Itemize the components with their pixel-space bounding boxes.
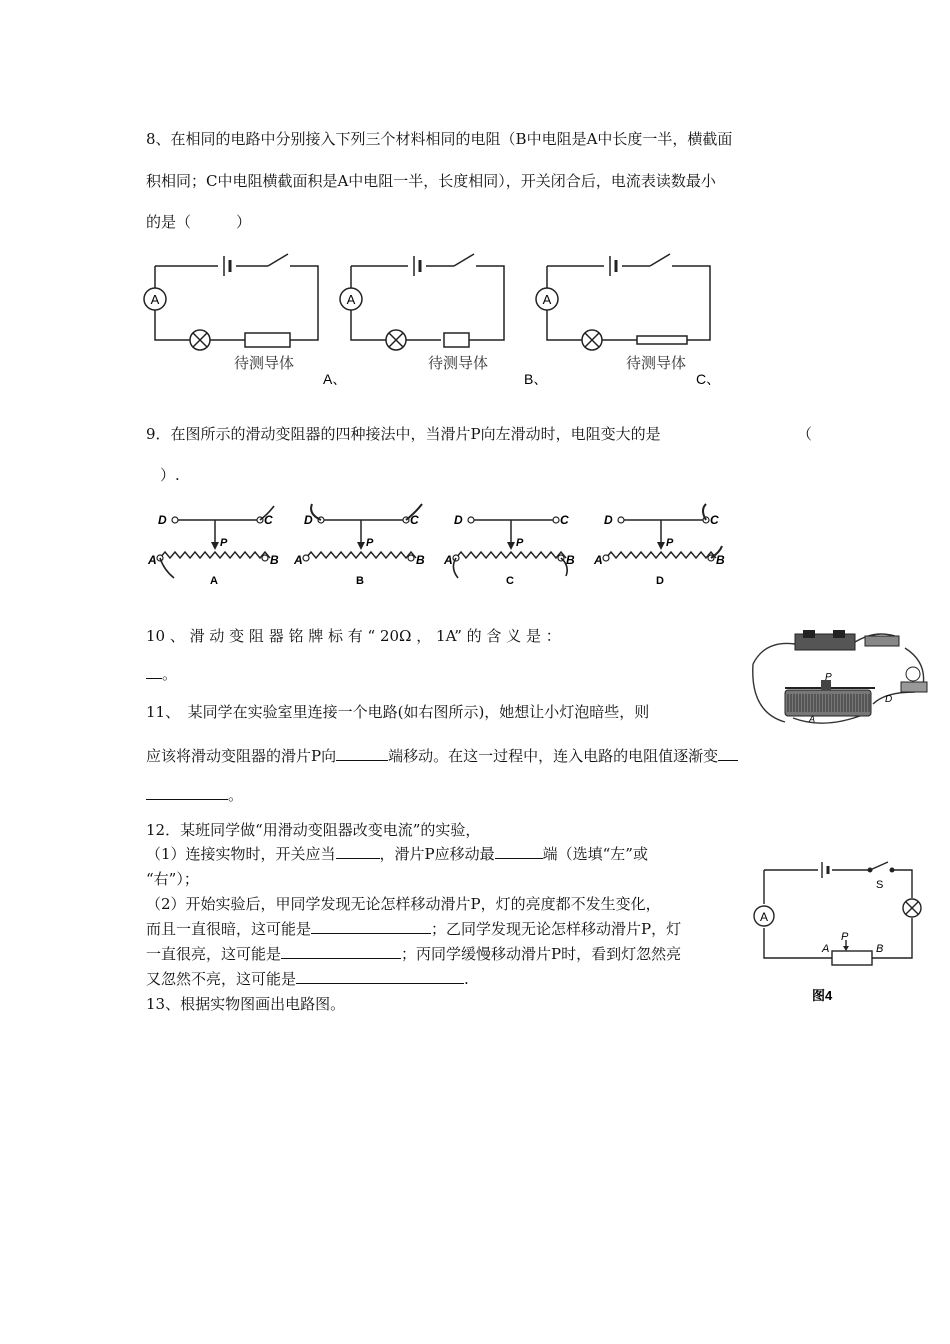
q9-a-c: C — [264, 513, 273, 527]
q8-line3: 的是（ ） — [146, 213, 252, 231]
q9-option-b-figure — [293, 504, 425, 587]
q9-d-p: P — [666, 537, 674, 549]
q9-option-d: D — [656, 575, 664, 587]
q11-line3-end: 。 — [228, 786, 244, 804]
q9-b-p: P — [366, 537, 374, 549]
q8-option-c: C、 — [696, 371, 721, 387]
q8-circuit-figures — [140, 248, 740, 393]
q9-d-b: B — [716, 553, 725, 567]
q12-line6 — [146, 943, 681, 964]
q12-line2a: （1）连接实物时，开关应当 — [146, 845, 336, 863]
q12-line7a: 又忽然不亮，这可能是 — [146, 970, 297, 988]
q11-line1: 11、 某同学在实验室里连接一个电路(如右图所示)，她想让小灯泡暗些，则 — [146, 703, 650, 721]
q9-b-a: A — [294, 553, 303, 567]
q12-line1: 12．某班同学做“用滑动变阻器改变电流”的实验， — [146, 821, 481, 839]
q12-blank-end[interactable] — [495, 844, 543, 859]
q10-line2-end: 。 — [162, 665, 178, 683]
q9-d-d: D — [604, 513, 613, 527]
q9-a-p: P — [220, 537, 228, 549]
q8-a-conductor-label: 待测导体 — [234, 355, 295, 372]
q9-d-a: A — [594, 553, 603, 567]
q12-line7 — [146, 968, 469, 989]
q11-photo-p: P — [825, 672, 832, 683]
q12-fig-b: B — [876, 943, 884, 955]
q9-a-b: B — [270, 553, 279, 567]
q12-blank-reason-jia[interactable] — [311, 919, 431, 934]
q8-line1: 8、在相同的电路中分别接入下列三个材料相同的电阻（B中电阻是A中长度一半，横截面 — [146, 130, 733, 148]
q9-option-d-figure — [593, 504, 725, 587]
q12-blank-switch[interactable] — [336, 844, 380, 859]
q9-rheostat-figures — [150, 500, 730, 590]
q12-blank-reason-yi[interactable] — [281, 944, 401, 959]
q9-a-d: D — [158, 513, 167, 527]
q9-c-a: A — [444, 553, 453, 567]
q8-b-ammeter-label: A — [346, 292, 356, 307]
q11-blank-direction[interactable] — [336, 746, 388, 761]
q8-circuit-a — [144, 254, 318, 350]
q11-photo-a: A — [809, 714, 816, 724]
q8-a-ammeter-label: A — [150, 292, 160, 307]
q9-option-a: A — [210, 575, 218, 587]
q12-line5b: ；乙同学发现无论怎样移动滑片P，灯 — [431, 920, 682, 938]
q8-c-ammeter-label: A — [542, 292, 552, 307]
q9-b-c: C — [410, 513, 419, 527]
q12-line6a: 一直很亮，这可能是 — [146, 945, 282, 963]
q12-line6b: ；丙同学缓慢移动滑片P时，看到灯忽然亮 — [401, 945, 682, 963]
q12-fig-caption: 图4 — [812, 988, 833, 1003]
q12-blank-reason-bing[interactable] — [296, 969, 464, 984]
q8-circuit-c — [536, 254, 710, 350]
q10-line1: 10 、 滑 动 变 阻 器 铭 牌 标 有 “ 20Ω ， 1A” 的 含 义 是 ： — [146, 627, 561, 645]
q8-circuit-b — [340, 254, 504, 350]
q11-line3 — [146, 784, 243, 805]
q12-line5a: 而且一直很暗，这可能是 — [146, 920, 312, 938]
q9-option-a-figure — [147, 506, 279, 587]
q11-blank-change-part2[interactable] — [146, 785, 228, 800]
q9-line2: ）. — [160, 466, 180, 484]
q12-fig-ammeter: A — [759, 910, 769, 924]
q9-b-d: D — [304, 513, 313, 527]
q12-fig-p: P — [841, 931, 849, 943]
q9-a-a: A — [148, 553, 157, 567]
q12-line5 — [146, 918, 681, 939]
q8-option-b: B、 — [524, 371, 548, 387]
q12-fig-a: A — [822, 943, 830, 955]
q12-line2 — [146, 843, 648, 864]
q11-line2 — [146, 745, 738, 766]
q13-line1: 13、根据实物图画出电路图。 — [146, 995, 346, 1013]
q12-fig-s: S — [876, 879, 884, 891]
q8-b-conductor-label: 待测导体 — [428, 355, 489, 372]
q8-c-conductor-label: 待测导体 — [626, 355, 687, 372]
q8-line2: 积相同；C中电阻横截面积是A中电阻一半，长度相同），开关闭合后，电流表读数最小 — [146, 172, 716, 190]
q9-b-b: B — [416, 553, 425, 567]
q11-blank-change-part1[interactable] — [718, 746, 738, 761]
q12-line2b: ，滑片P应移动最 — [379, 845, 495, 863]
q11-apparatus-photo — [745, 622, 940, 732]
q9-option-c-figure — [443, 513, 575, 587]
q9-option-c: C — [506, 575, 514, 587]
q11-line2a: 应该将滑动变阻器的滑片P向 — [146, 747, 337, 765]
q9-c-b: B — [566, 553, 575, 567]
q10-answer-blank[interactable] — [146, 664, 162, 679]
q12-line3: “右”）； — [146, 870, 199, 888]
q11-photo-d: D — [885, 694, 893, 705]
q12-figure-4 — [752, 858, 922, 1008]
q12-line7b: . — [464, 970, 469, 988]
q9-d-c: C — [710, 513, 719, 527]
q8-option-a: A、 — [323, 371, 347, 387]
q9-paren-open: （ — [797, 425, 813, 443]
q9-c-c: C — [560, 513, 569, 527]
q9-c-d: D — [454, 513, 463, 527]
q12-line4: （2）开始实验后，甲同学发现无论怎样移动滑片P，灯的亮度都不发生变化， — [146, 895, 661, 913]
q12-line2c: 端（选填“左”或 — [542, 845, 648, 863]
q9-c-p: P — [516, 537, 524, 549]
q11-line2b: 端移动。在这一过程中，连入电路的电阻值逐渐变 — [388, 747, 719, 765]
q9-line1: 9．在图所示的滑动变阻器的四种接法中，当滑片P向左滑动时，电阻变大的是 — [146, 425, 661, 443]
q9-option-b: B — [356, 575, 364, 587]
q10-answer-line — [146, 663, 177, 684]
